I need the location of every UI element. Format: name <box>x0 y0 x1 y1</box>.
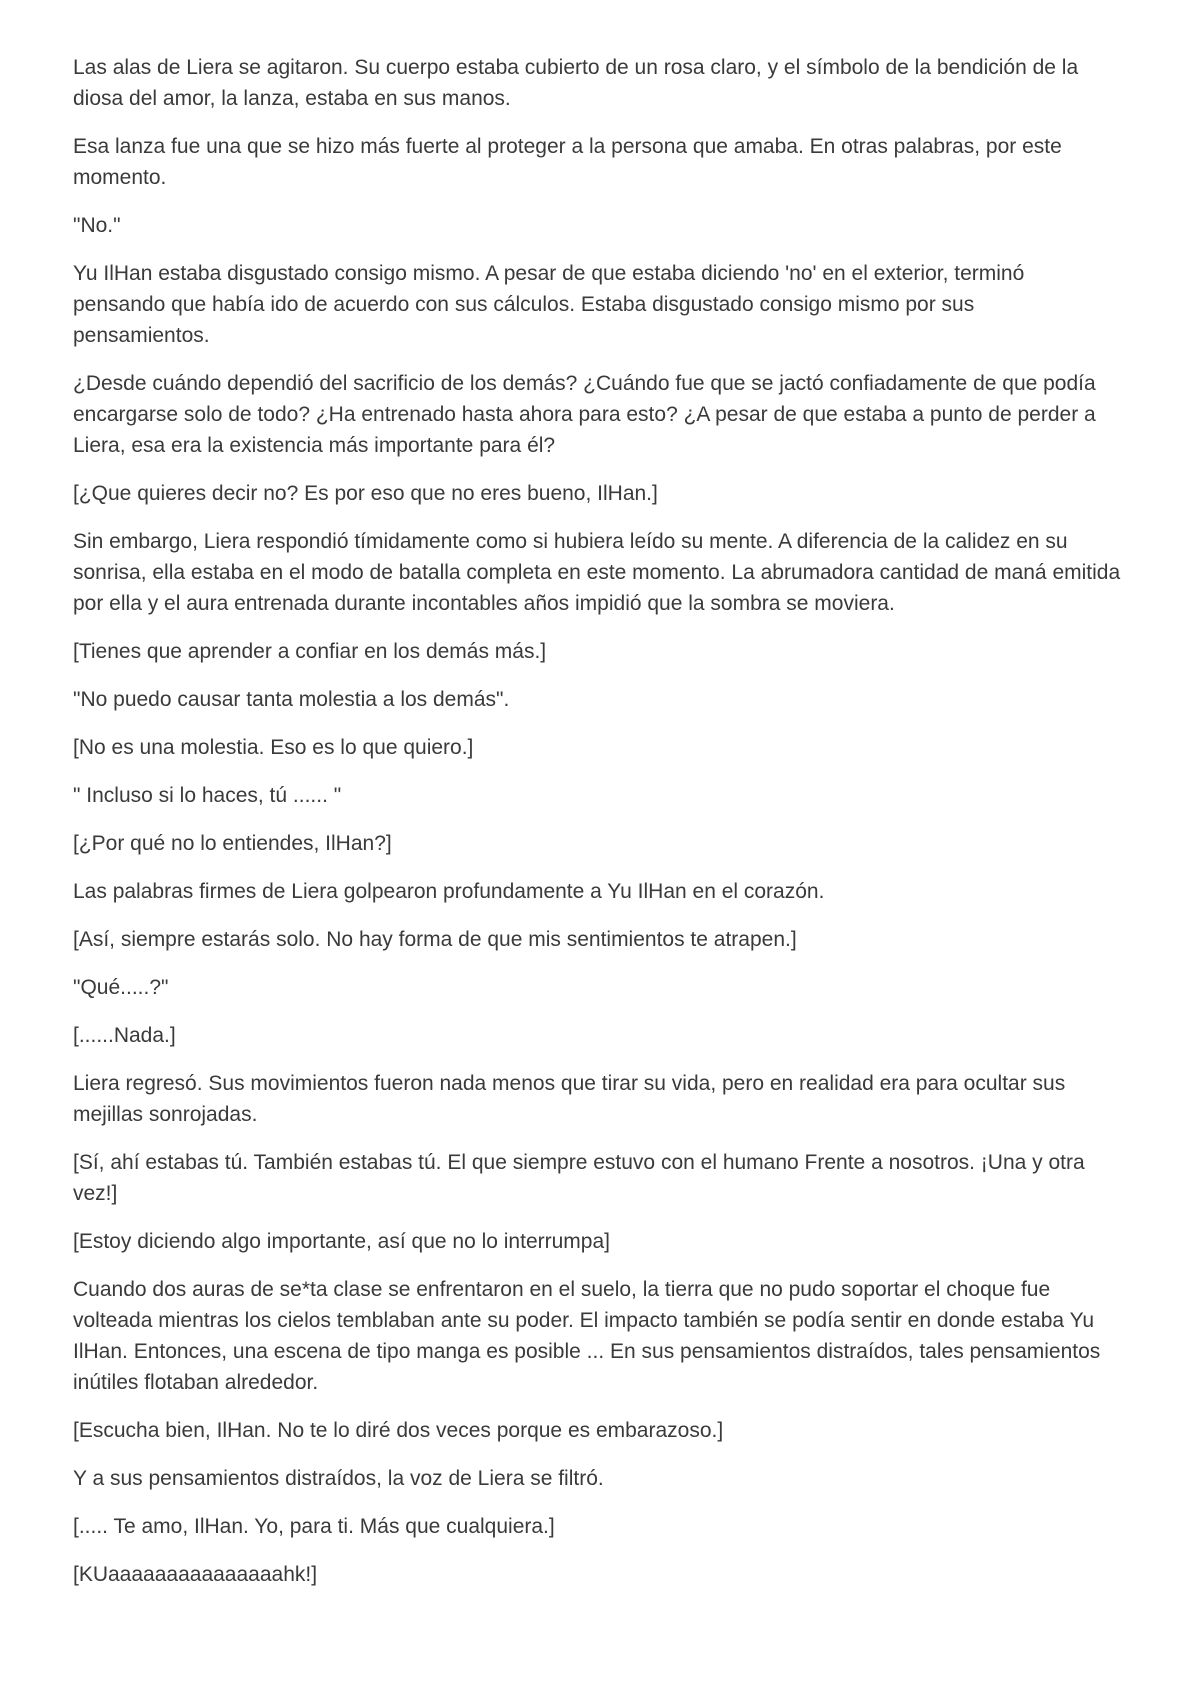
dialogue-line: " Incluso si lo haces, tú ...... " <box>73 784 342 807</box>
dialogue-line: "No." <box>73 214 121 237</box>
dialogue-line: [Tienes que aprender a confiar en los demás más.] <box>73 640 547 663</box>
paragraph: Sin embargo, Liera respondió tímidamente como si hubiera leído su mente. A diferencia de la calidez en su sonrisa, ella estaba en el modo de batalla completa en este momento. La abrumadora cantidad de maná emitida por ella y el aura entrenada durante incontables años impidió que la sombra se moviera. <box>73 530 1121 615</box>
paragraph: Y a sus pensamientos distraídos, la voz de Liera se filtró. <box>73 1467 604 1490</box>
dialogue-line: [KUaaaaaaaaaaaaaaahk!] <box>73 1563 318 1586</box>
paragraph: ¿Desde cuándo dependió del sacrificio de los demás? ¿Cuándo fue que se jactó confiadamente de que podía encargarse solo de todo? ¿Ha entrenado hasta ahora para esto? ¿A pesar de que estaba a punto de perder a Liera, esa era la existencia más importante para él? <box>73 372 1096 457</box>
dialogue-line: [..... Te amo, IlHan. Yo, para ti. Más que cualquiera.] <box>73 1515 555 1538</box>
dialogue-line: [Escucha bien, IlHan. No te lo diré dos veces porque es embarazoso.] <box>73 1419 724 1442</box>
dialogue-line: "Qué.....?" <box>73 976 169 999</box>
dialogue-line: "No puedo causar tanta molestia a los demás". <box>73 688 510 711</box>
paragraph: Las palabras firmes de Liera golpearon profundamente a Yu IlHan en el corazón. <box>73 880 825 903</box>
paragraph: Liera regresó. Sus movimientos fueron nada menos que tirar su vida, pero en realidad era para ocultar sus mejillas sonrojadas. <box>73 1072 1066 1126</box>
dialogue-line: [......Nada.] <box>73 1024 176 1047</box>
paragraph: Yu IlHan estaba disgustado consigo mismo. A pesar de que estaba diciendo 'no' en el exterior, terminó pensando que había ido de acuerdo con sus cálculos. Estaba disgustado consigo mismo por sus pensamientos. <box>73 262 1025 347</box>
dialogue-line: [¿Por qué no lo entiendes, IlHan?] <box>73 832 392 855</box>
document-body <box>73 52 1123 1607</box>
dialogue-line: [¿Que quieres decir no? Es por eso que no eres bueno, IlHan.] <box>73 482 658 505</box>
paragraph: Las alas de Liera se agitaron. Su cuerpo estaba cubierto de un rosa claro, y el símbolo de la bendición de la diosa del amor, la lanza, estaba en sus manos. <box>73 56 1079 110</box>
paragraph: Cuando dos auras de se*ta clase se enfrentaron en el suelo, la tierra que no pudo soportar el choque fue volteada mientras los cielos temblaban ante su poder. El impacto también se podía sentir en donde estaba Yu IlHan. Entonces, una escena de tipo manga es posible ... En sus pensamientos distraídos, tales pensamientos inútiles flotaban alrededor. <box>73 1278 1101 1394</box>
paragraph: Esa lanza fue una que se hizo más fuerte al proteger a la persona que amaba. En otras palabras, por este momento. <box>73 135 1062 189</box>
dialogue-line: [Así, siempre estarás solo. No hay forma de que mis sentimientos te atrapen.] <box>73 928 797 951</box>
dialogue-line: [Sí, ahí estabas tú. También estabas tú. El que siempre estuvo con el humano Frente a nosotros. ¡Una y otra vez!] <box>73 1151 1085 1205</box>
dialogue-line: [No es una molestia. Eso es lo que quiero.] <box>73 736 474 759</box>
dialogue-line: [Estoy diciendo algo importante, así que no lo interrumpa] <box>73 1230 610 1253</box>
